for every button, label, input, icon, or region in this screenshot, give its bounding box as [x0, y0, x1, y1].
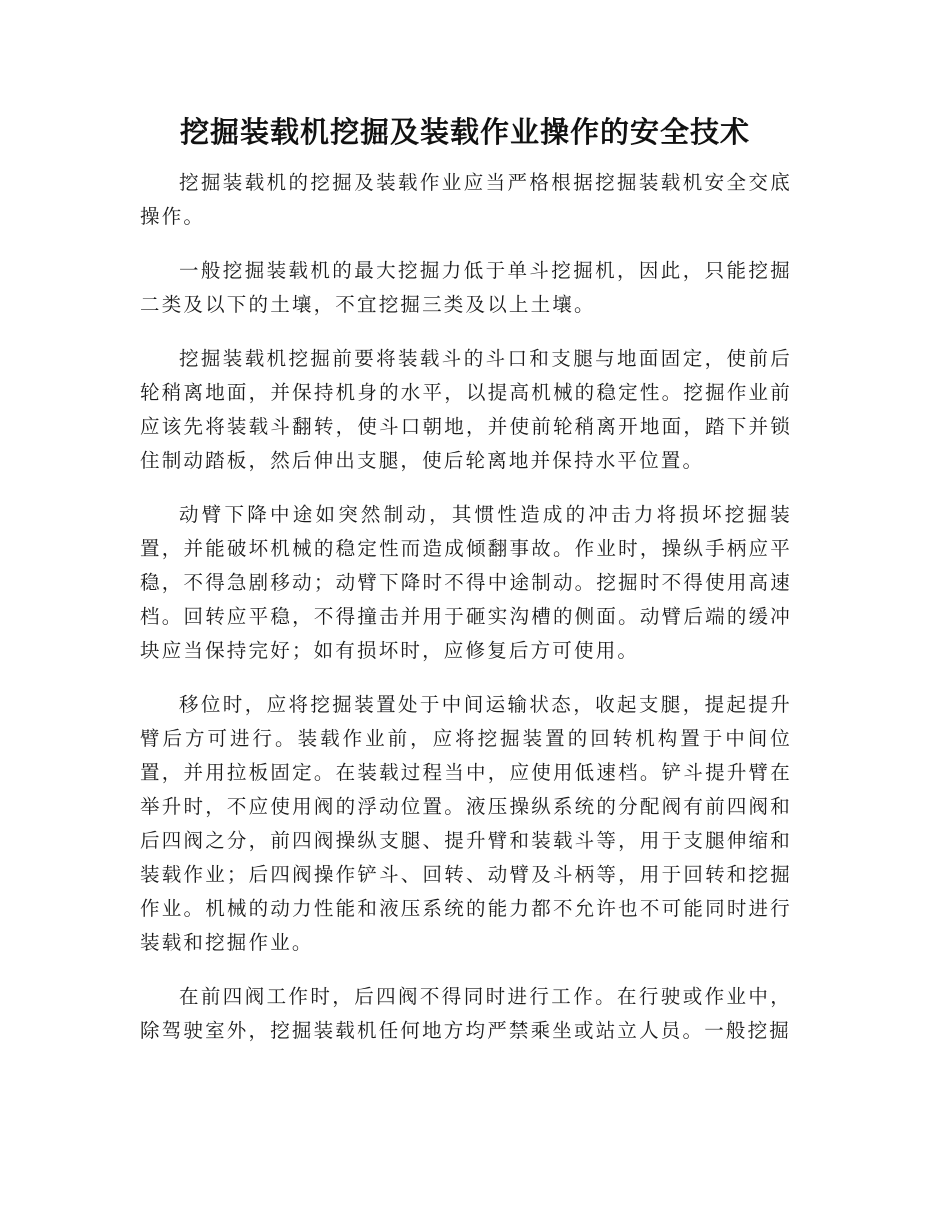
paragraph-3: 挖掘装载机挖掘前要将装载斗的斗口和支腿与地面固定，使前后轮稍离地面，并保持机身的水平，以提高机械的稳定性。挖掘作业前应该先将装载斗翻转，使斗口朝地，并使前轮稍离开地面，踏下并锁住制动踏板，然后伸出支腿，使后轮离地并保持水平位置。 [140, 347, 792, 472]
document-body [140, 166, 792, 1068]
paragraph-1: 挖掘装载机的挖掘及装载作业应当严格根据挖掘装载机安全交底操作。 [140, 171, 792, 228]
paragraph-6: 在前四阀工作时，后四阀不得同时进行工作。在行驶或作业中，除驾驶室外，挖掘装载机任何地方均严禁乘坐或站立人员。一般挖掘 [140, 985, 792, 1042]
paragraph-2: 一般挖掘装载机的最大挖掘力低于单斗挖掘机，因此，只能挖掘二类及以下的土壤，不宜挖掘三类及以上土壤。 [140, 259, 792, 316]
paragraph-5: 移位时，应将挖掘装置处于中间运输状态，收起支腿，提起提升臂后方可进行。装载作业前，应将挖掘装置的回转机构置于中间位置，并用拉板固定。在装载过程当中，应使用低速档。铲斗提升臂在举升时，不应使用阀的浮动位置。液压操纵系统的分配阀有前四阀和后四阀之分，前四阀操纵支腿、提升臂和装载斗等，用于支腿伸缩和装载作业；后四阀操作铲斗、回转、动臂及斗柄等，用于回转和挖掘作业。机械的动力性能和液压系统的能力都不允许也不可能同时进行装载和挖掘作业。 [140, 693, 792, 954]
paragraph-4: 动臂下降中途如突然制动，其惯性造成的冲击力将损坏挖掘装置，并能破坏机械的稳定性而造成倾翻事故。作业时，操纵手柄应平稳，不得急剧移动；动臂下降时不得中途制动。挖掘时不得使用高速档。回转应平稳，不得撞击并用于砸实沟槽的侧面。动臂后端的缓冲块应当保持完好；如有损坏时，应修复后方可使用。 [140, 503, 792, 662]
document-title: 挖掘装载机挖掘及装载作业操作的安全技术 [179, 115, 750, 149]
